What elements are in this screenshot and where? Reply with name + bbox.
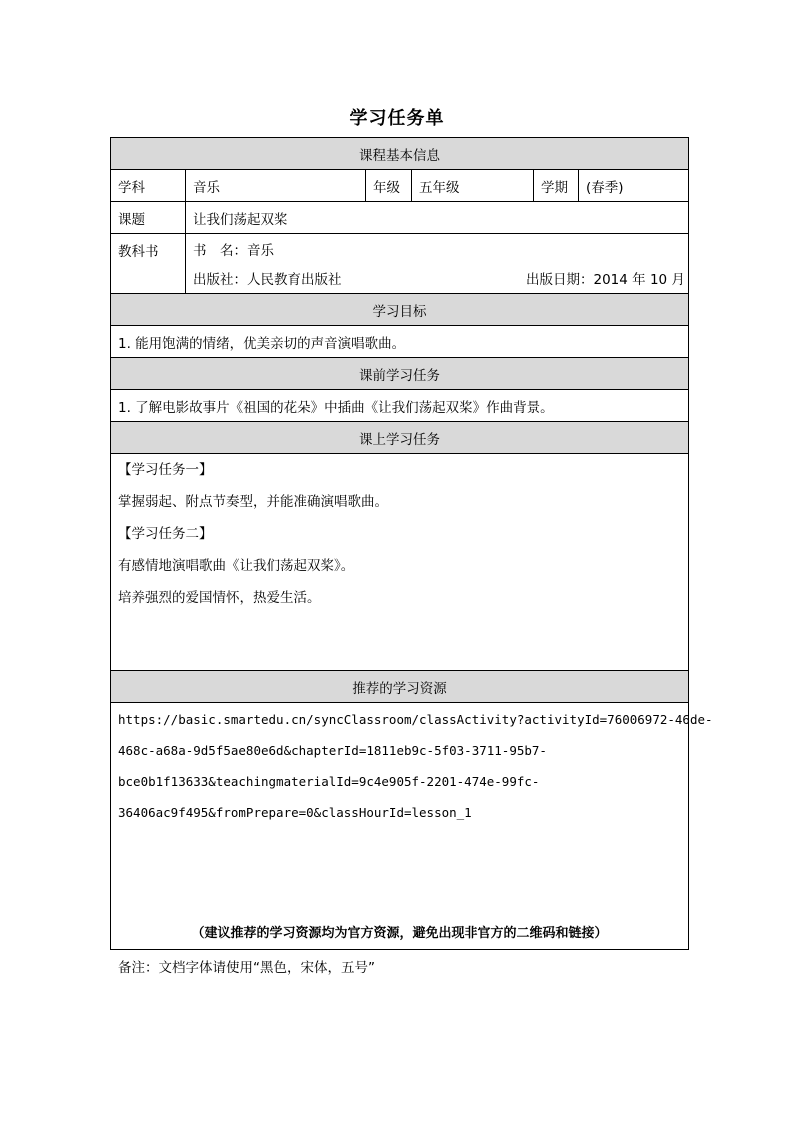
objective-item: 1. 能用饱满的情绪，优美亲切的声音演唱歌曲。: [111, 326, 689, 358]
task-one-text: 掌握弱起、附点节奏型，并能准确演唱歌曲。: [118, 494, 388, 510]
resource-link-line[interactable]: 36406ac9f495&fromPrepare=0&classHourId=lesson_1: [118, 805, 472, 820]
resource-link-line[interactable]: bce0b1f13633&teachingmaterialId=9c4e905f-2201-474e-99fc-: [118, 774, 540, 789]
resource-note: （建议推荐的学习资源均为官方资源，避免出现非官方的二维码和链接）: [191, 926, 608, 941]
page-title: 学习任务单: [349, 108, 445, 129]
textbook-label: 教科书: [111, 234, 186, 294]
section-header-in-class-tasks: 课上学习任务: [111, 422, 689, 454]
in-class-tasks-cell: [111, 454, 689, 671]
task-one-heading: 【学习任务一】: [118, 462, 213, 478]
resource-link-line[interactable]: 468c-a68a-9d5f5ae80e6d&chapterId=1811eb9c-5f03-3711-95b7-: [118, 743, 547, 758]
term-label: 学期: [534, 170, 579, 202]
task-two-heading: 【学习任务二】: [118, 526, 213, 542]
footer-note: 备注：文档字体请使用“黑色，宋体，五号”: [118, 960, 375, 976]
publish-date: 出版日期：2014 年 10 月: [526, 272, 685, 289]
grade-label: 年级: [366, 170, 412, 202]
topic-value: 让我们荡起双桨: [186, 202, 689, 234]
task-two-text: 有感情地演唱歌曲《让我们荡起双桨》。: [118, 558, 355, 574]
section-header-resources: 推荐的学习资源: [111, 671, 689, 703]
section-header-basic-info: 课程基本信息: [111, 138, 689, 170]
subject-value: 音乐: [186, 170, 366, 202]
topic-label: 课题: [111, 202, 186, 234]
subject-label: 学科: [111, 170, 186, 202]
publisher: 出版社：人民教育出版社: [193, 272, 342, 289]
pre-task-item: 1. 了解电影故事片《祖国的花朵》中插曲《让我们荡起双桨》作曲背景。: [111, 390, 689, 422]
resource-link-line[interactable]: https://basic.smartedu.cn/syncClassroom/classActivity?activityId=76006972-46de-: [118, 712, 713, 727]
grade-value: 五年级: [412, 170, 534, 202]
term-value: (春季): [579, 170, 689, 202]
publisher-row: [186, 264, 689, 294]
task-two-text-2: 培养强烈的爱国情怀，热爱生活。: [118, 590, 321, 606]
book-name: 书 名：音乐: [186, 234, 689, 264]
task-sheet-table: [110, 137, 713, 950]
section-header-objectives: 学习目标: [111, 294, 689, 326]
resources-cell: [111, 703, 713, 950]
section-header-pre-tasks: 课前学习任务: [111, 358, 689, 390]
